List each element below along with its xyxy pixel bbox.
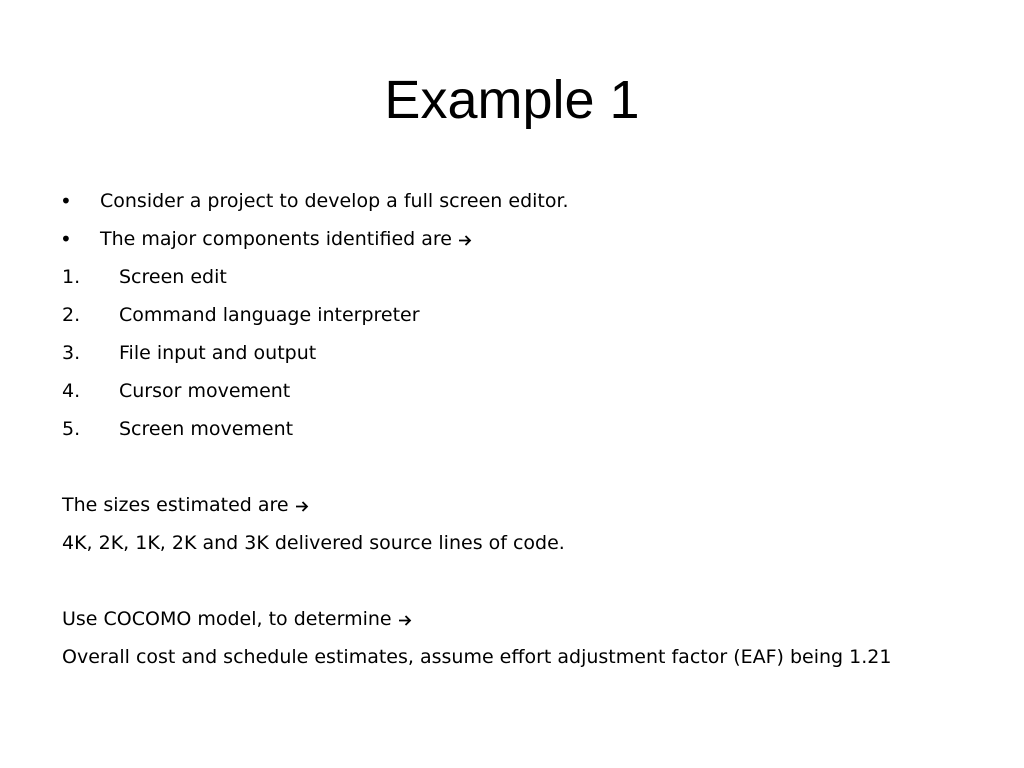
number-marker: 2. bbox=[62, 304, 81, 326]
numbered-item bbox=[62, 372, 962, 410]
sizes-heading-text: The sizes estimated are bbox=[62, 494, 289, 516]
numbered-text: File input and output bbox=[119, 342, 317, 364]
number-marker: 5. bbox=[62, 418, 81, 440]
bullet-text: The major components identified are bbox=[100, 228, 452, 250]
numbered-item bbox=[62, 334, 962, 372]
spacer bbox=[62, 562, 962, 600]
numbered-item bbox=[62, 410, 962, 448]
numbered-item bbox=[62, 296, 962, 334]
numbered-text: Command language interpreter bbox=[119, 304, 420, 326]
number-marker: 3. bbox=[62, 342, 81, 364]
bullet-text: Consider a project to develop a full screen editor. bbox=[100, 190, 569, 212]
sizes-heading bbox=[62, 486, 962, 524]
right-arrow-icon bbox=[458, 233, 473, 248]
slide-title: Example 1 bbox=[384, 70, 640, 130]
bullet-item bbox=[62, 220, 962, 258]
cocomo-heading bbox=[62, 600, 962, 638]
spacer bbox=[62, 448, 962, 486]
bullet-marker: • bbox=[60, 227, 72, 251]
numbered-text: Screen edit bbox=[119, 266, 227, 288]
right-arrow-icon bbox=[398, 613, 413, 628]
right-arrow-icon bbox=[295, 499, 310, 514]
number-marker: 4. bbox=[62, 380, 81, 402]
numbered-item bbox=[62, 258, 962, 296]
slide-body bbox=[62, 182, 962, 676]
number-marker: 1. bbox=[62, 266, 81, 288]
cocomo-heading-text: Use COCOMO model, to determine bbox=[62, 608, 392, 630]
numbered-text: Screen movement bbox=[119, 418, 294, 440]
bullet-marker: • bbox=[60, 189, 72, 213]
numbered-text: Cursor movement bbox=[119, 380, 291, 402]
sizes-text: 4K, 2K, 1K, 2K and 3K delivered source lines of code. bbox=[62, 532, 565, 554]
cocomo-text: Overall cost and schedule estimates, assume effort adjustment factor (EAF) being 1.21 bbox=[62, 646, 892, 668]
bullet-item bbox=[62, 182, 962, 220]
